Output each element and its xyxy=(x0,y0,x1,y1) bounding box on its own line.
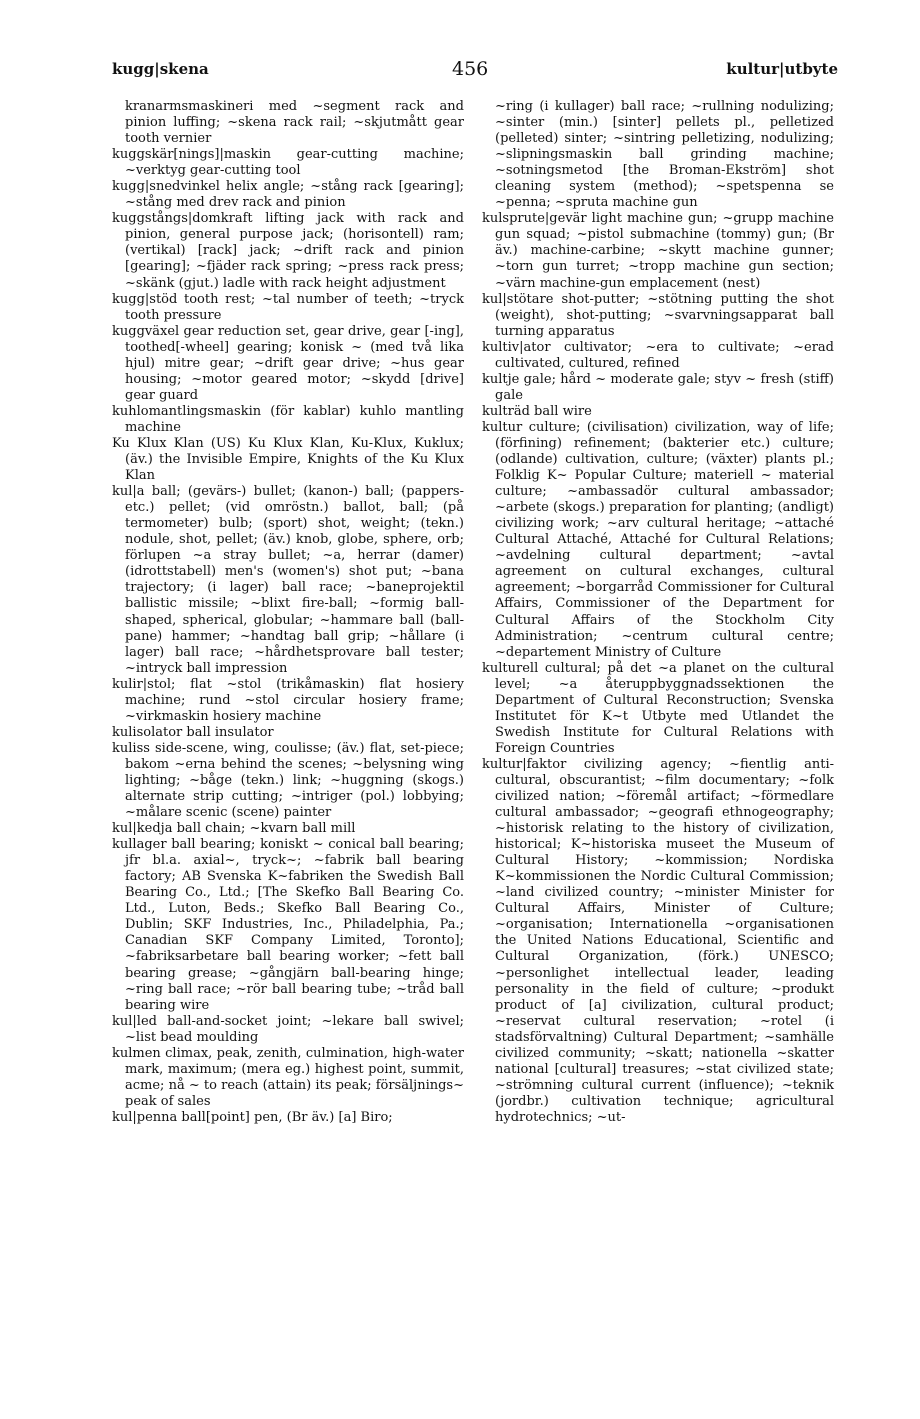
right-column xyxy=(482,99,834,1126)
page-number: 456 xyxy=(452,58,489,80)
dictionary-entry: kranarmsmaskineri med ~segment rack and pinion luffing; ~skena rack rail; ~skjutmått gear tooth vernier xyxy=(125,99,464,147)
dictionary-entry: ~ring (i kullager) ball race; ~rullning nodulizing; ~sinter (min.) [sinter] pellets pl., pelletized (pelleted) sinter; ~sintring pelletizing, nodulizing; ~slipningsmaskin ball grinding machine; ~sotningsmetod [the Broman-Ekström] shot cleaning system (method); ~spetspenna se ~penna; ~spruta machine gun xyxy=(495,99,834,211)
dictionary-entry: kuggväxel gear reduction set, gear drive, gear [-ing], toothed[-wheel] gearing; konisk ~ (med två lika hjul) mitre gear; ~drift gear drive; ~hus gear housing; ~motor geared motor; ~skydd [drive] gear guard xyxy=(112,323,464,403)
dictionary-entry: kul|led ball-and-socket joint; ~lekare ball swivel; ~list bead moulding xyxy=(112,1013,464,1045)
dictionary-entry: kuggskär[nings]|maskin gear-cutting machine; ~verktyg gear-cutting tool xyxy=(112,147,464,179)
dictionary-entry: kuliss side-scene, wing, coulisse; (äv.) flat, set-piece; bakom ~erna behind the scenes; ~belysning wing lighting; ~båge (tekn.) link; ~huggning (skogs.) alternate strip cutting; ~intriger (pol.) lobbying; ~målare scenic (scene) painter xyxy=(112,740,464,821)
dictionary-entry: kul|a ball; (gevärs-) bullet; (kanon-) ball; (pappers- etc.) pellet; (vid omröstn.) ballot, ball; (på termometer) bulb; (sport) shot, weight; (tekn.) nodule, shot, pellet; (äv.) knob, globe, sphere, orb; förlupen ~a stray bullet; ~a, herrar (damer) (idrottstabell) men's (women's) shot put; ~bana trajectory; (i lager) ball race; ~baneprojektil ballistic missile; ~blixt fire-ball; ~formig ball-shaped, spherical, globular; ~hammare ball (ball-pane) hammer; ~handtag ball grip; ~hållare (i lager) ball race; ~hårdhetsprovare ball tester; ~intryck ball impression xyxy=(112,484,464,676)
running-head-right: kultur|utbyte xyxy=(726,60,838,78)
dictionary-entry: kul|stötare shot-putter; ~stötning putting the shot (weight), shot-putting; ~svarvningsapparat ball turning apparatus xyxy=(482,291,834,339)
dictionary-entry: kultur|faktor civilizing agency; ~fientlig anti-cultural, obscurantist; ~film documentary; ~folk civilized nation; ~föremål artifact; ~förmedlare cultural ambassador; ~geografi ethnogeography; ~historisk relating to the history of civilization, historical; K~historiska museet the Museum of Cultural History; ~kommission; Nordiska K~kommissionen the Nordic Cultural Commission; ~land civilized country; ~minister Minister for Cultural Affairs, Minister of Culture; ~organisation; Internationella ~organisationen the United Nations Educational, Scientific and Cultural Organization, (förk.) UNESCO; ~personlighet intellectual leader, leading personality in the field of culture; ~produkt product of [a] civilization, cultural product; ~reservat cultural reservation; ~rotel (i stadsförvaltning) Cultural Department; ~samhälle civilized community; ~skatt; nationella ~skatter national [cultural] treasures; ~stat civilized state; ~strömning cultural current (influence); ~teknik (jordbr.) cultivation technique; agricultural hydrotechnics; ~ut- xyxy=(482,756,834,1125)
dictionary-entry: kultiv|ator cultivator; ~era to cultivate; ~erad cultivated, cultured, refined xyxy=(482,339,834,371)
dictionary-entry: kul|penna ball[point] pen, (Br äv.) [a] Biro; xyxy=(112,1109,393,1125)
dictionary-entry: kuggstångs|domkraft lifting jack with rack and pinion, general purpose jack; (horisontell) ram; (vertikal) [rack] jack; ~drift rack and pinion [gearing]; ~fjäder rack spring; ~press rack press; ~skänk (gjut.) ladle with rack height adjustment xyxy=(112,211,464,291)
dictionary-entry: kultje gale; hård ~ moderate gale; styv ~ fresh (stiff) gale xyxy=(482,371,834,403)
left-column xyxy=(112,99,464,1126)
dictionary-entry: kulisolator ball insulator xyxy=(112,724,274,740)
dictionary-entry: kulträd ball wire xyxy=(482,403,592,419)
dictionary-entry: kulsprute|gevär light machine gun; ~grupp machine gun squad; ~pistol submachine (tommy) gun; (Br äv.) machine-carbine; ~skytt machine gunner; ~torn gun turret; ~tropp machine gun section; ~värn machine-gun emplacement (nest) xyxy=(482,211,834,291)
dictionary-entry: Ku Klux Klan (US) Ku Klux Klan, Ku-Klux, Kuklux; (äv.) the Invisible Empire, Knights of the Ku Klux Klan xyxy=(112,435,464,484)
running-head-left: kugg|skena xyxy=(112,60,209,78)
dictionary-entry: kuhlomantlingsmaskin (för kablar) kuhlo mantling machine xyxy=(112,403,464,435)
dictionary-entry: kullager ball bearing; koniskt ~ conical ball bearing; jfr bl.a. axial~, tryck~; ~fabrik ball bearing factory; AB Svenska K~fabriken the Swedish Ball Bearing Co., Ltd.; [The Skefko Ball Bearing Co. Ltd., Luton, Beds.; Skefko Ball Bearing Co., Dublin; SKF Industries, Inc., Philadelphia, Pa.; Canadian SKF Company Limited, Toronto]; ~fabriksarbetare ball bearing worker; ~fett ball bearing grease; ~gångjärn ball-bearing hinge; ~ring ball race; ~rör ball bearing tube; ~tråd ball bearing wire xyxy=(112,837,464,1013)
dictionary-entry: kulmen climax, peak, zenith, culmination, high-water mark, maximum; (mera eg.) highest point, summit, acme; nå ~ to reach (attain) its peak; försäljnings~ peak of sales xyxy=(112,1045,464,1109)
dictionary-entry: kugg|stöd tooth rest; ~tal number of teeth; ~tryck tooth pressure xyxy=(112,291,464,323)
dictionary-entry: kulir|stol; flat ~stol (trikåmaskin) flat hosiery machine; rund ~stol circular hosiery frame; ~virkmaskin hosiery machine xyxy=(112,676,464,724)
dictionary-entry: kugg|snedvinkel helix angle; ~stång rack [gearing]; ~stång med drev rack and pinion xyxy=(112,179,464,211)
dictionary-entry: kultur culture; (civilisation) civilization, way of life; (förfining) refinement; (bakterier etc.) culture; (odlande) cultivation, culture; (växter) plants pl.; Folklig K~ Popular Culture; materiell ~ material culture; ~ambassadör cultural ambassador; ~arbete (skogs.) preparation for planting; (andligt) civilizing work; ~arv cultural heritage; ~attaché Cultural Attaché, Attaché for Cultural Relations; ~avdelning cultural department; ~avtal agreement on cultural exchanges, cultural agreement; ~borgarråd Commissioner for Cultural Affairs, Commissioner of the Department for Cultural Affairs of the Stockholm City Administration; ~centrum cultural centre; ~departement Ministry of Culture xyxy=(482,419,834,660)
dictionary-entry: kul|kedja ball chain; ~kvarn ball mill xyxy=(112,821,356,837)
dictionary-entry: kulturell cultural; på det ~a planet on the cultural level; ~a återuppbyggnadssektionen the Department of Cultural Reconstruction; Svenska Institutet för K~t Utbyte med Utlandet the Swedish Institute for Cultural Relations with Foreign Countries xyxy=(482,660,834,756)
